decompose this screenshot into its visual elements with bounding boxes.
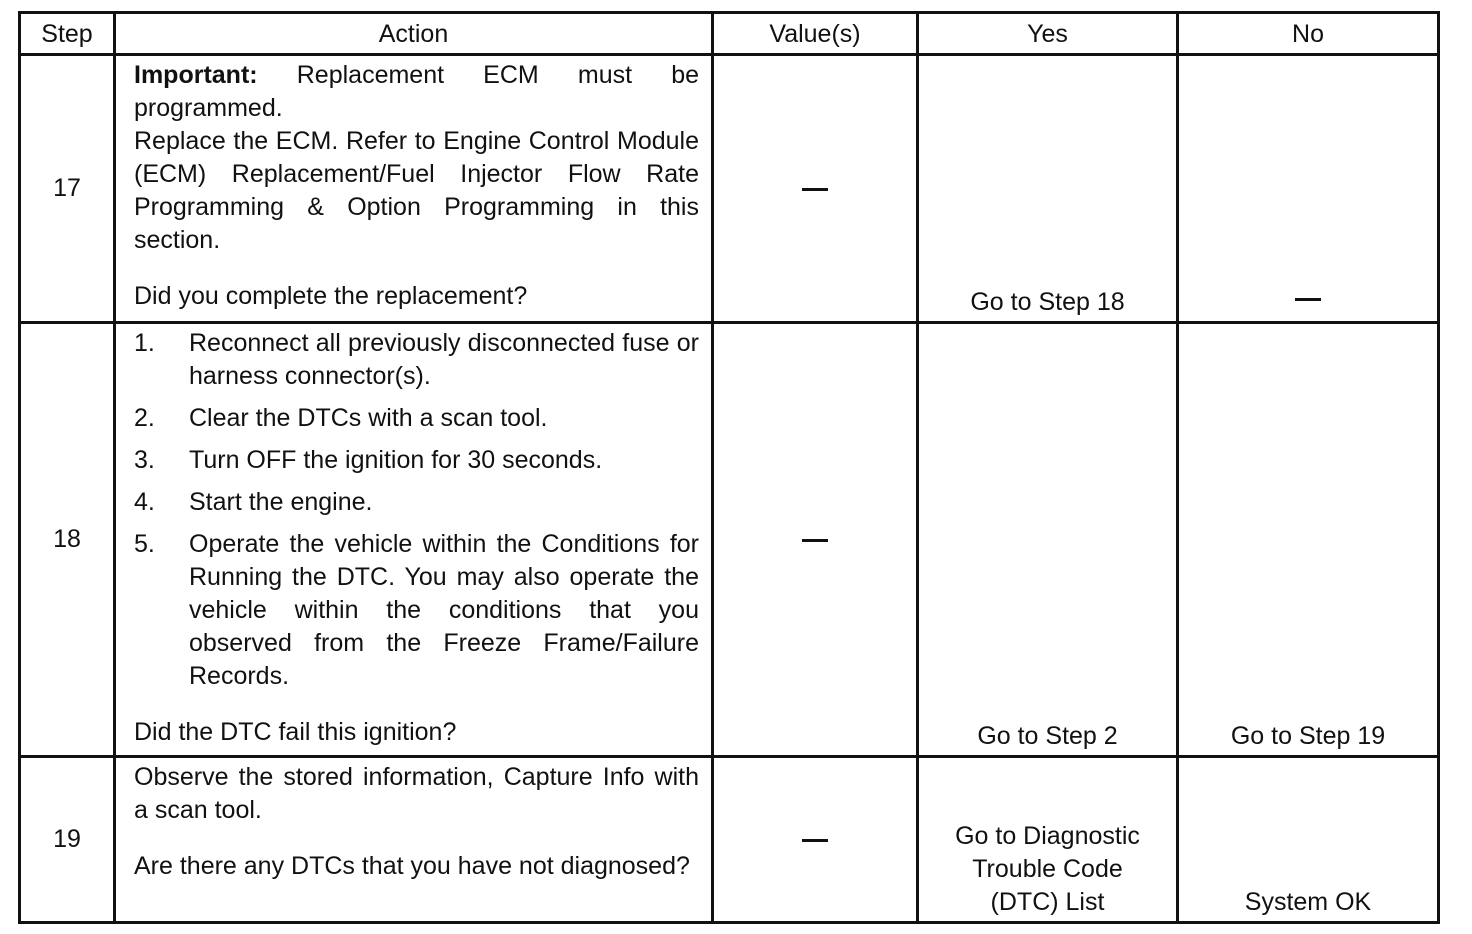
yes-cell: [918, 757, 1178, 923]
header-action: Action: [115, 13, 713, 55]
action-question: Did the DTC fail this ignition?: [134, 718, 457, 746]
header-step: Step: [20, 13, 115, 55]
step-number: 17: [20, 55, 115, 323]
important-label: Important:: [134, 61, 258, 89]
value-dash: [802, 539, 828, 542]
yes-cell: Go to Step 18: [918, 55, 1178, 323]
list-item-number: 3.: [134, 446, 155, 474]
list-item-number: 2.: [134, 404, 155, 432]
action-cell: [115, 757, 713, 923]
value-dash: [802, 188, 828, 191]
list-item-text: Operate the vehicle within the Conditions for Running the DTC. You may also operate the vehicle within the conditions that you observed from the Freeze Frame/Failure Records.: [189, 530, 699, 690]
no-cell: System OK: [1178, 757, 1439, 923]
action-text: Observe the stored information, Capture Info with a scan tool.: [134, 763, 699, 824]
list-item-text: Reconnect all previously disconnected fuse or harness connector(s).: [189, 329, 699, 390]
step-number: 19: [20, 757, 115, 923]
no-cell: [1178, 55, 1439, 323]
table-row-step-17: [20, 55, 1439, 323]
table-row-step-18: [20, 323, 1439, 757]
action-question: Are there any DTCs that you have not diagnosed?: [134, 852, 690, 880]
important-note: [134, 59, 699, 125]
list-item: [134, 402, 699, 435]
list-item-number: 5.: [134, 530, 155, 558]
diagnostic-table: [18, 11, 1440, 924]
list-item: [134, 444, 699, 477]
value-cell: [713, 757, 918, 923]
action-text: Replace the ECM. Refer to Engine Control Module (ECM) Replacement/Fuel Injector Flow Rate Programming & Option Programming in this section.: [134, 127, 699, 254]
action-cell: [115, 55, 713, 323]
table-row-step-19: [20, 757, 1439, 923]
value-dash: [802, 839, 828, 842]
list-item: [134, 327, 699, 393]
header-yes: Yes: [918, 13, 1178, 55]
yes-link-text: Go to Diagnostic Trouble Code (DTC) List: [955, 822, 1140, 916]
header-row: [20, 13, 1439, 55]
no-dash: [1295, 298, 1321, 301]
header-values: Value(s): [713, 13, 918, 55]
list-item: [134, 486, 699, 519]
action-question: Did you complete the replacement?: [134, 282, 528, 310]
list-item-text: Clear the DTCs with a scan tool.: [189, 404, 548, 432]
list-item-number: 4.: [134, 488, 155, 516]
value-cell: [713, 55, 918, 323]
list-item-text: Start the engine.: [189, 488, 373, 516]
list-item: [134, 528, 699, 693]
header-no: No: [1178, 13, 1439, 55]
no-cell: Go to Step 19: [1178, 323, 1439, 757]
yes-cell: Go to Step 2: [918, 323, 1178, 757]
important-text: Replacement ECM must be programmed.: [134, 61, 699, 122]
value-cell: [713, 323, 918, 757]
step-number: 18: [20, 323, 115, 757]
action-steps-list: [134, 327, 699, 693]
action-cell: [115, 323, 713, 757]
list-item-text: Turn OFF the ignition for 30 seconds.: [189, 446, 603, 474]
list-item-number: 1.: [134, 329, 155, 357]
